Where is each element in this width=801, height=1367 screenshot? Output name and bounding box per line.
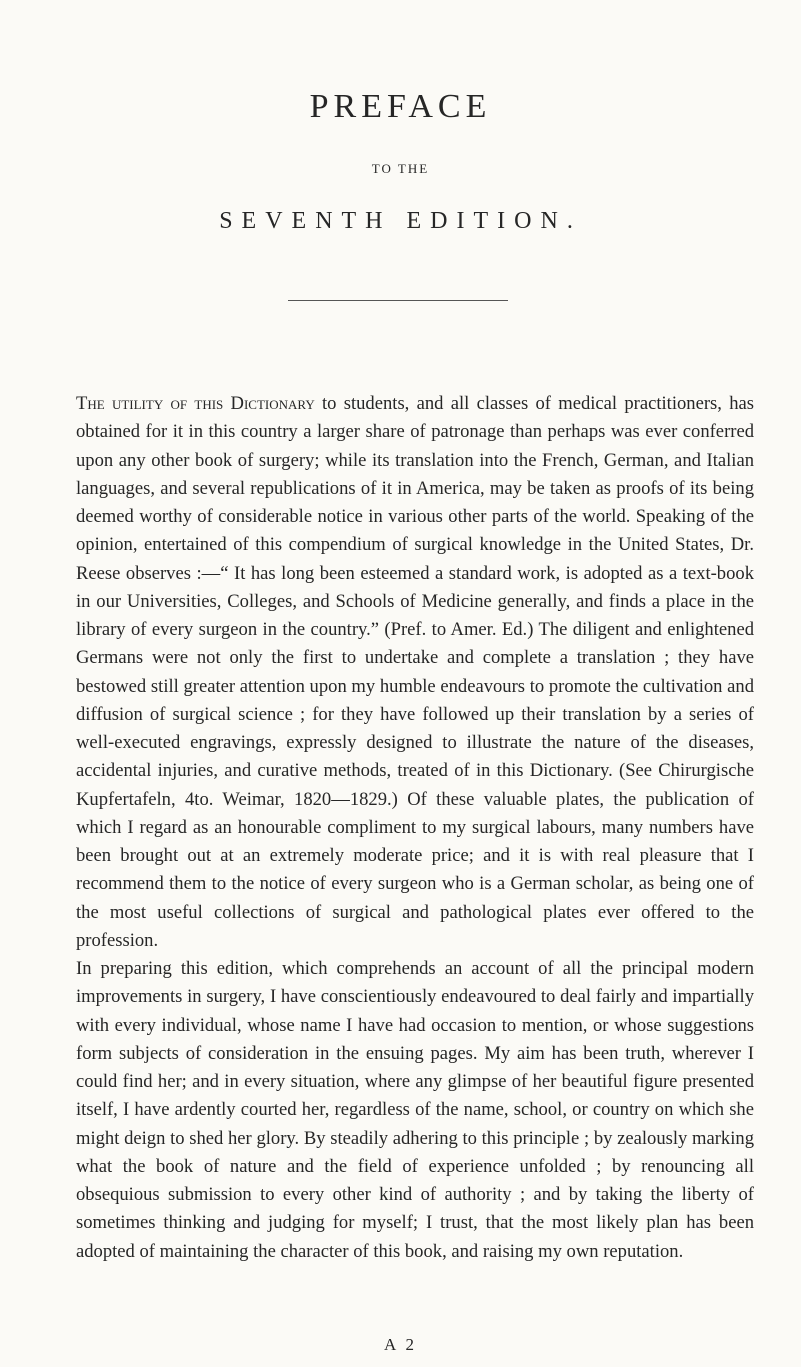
subtitle-to-the: TO THE — [371, 161, 430, 176]
paragraph-1 — [76, 390, 754, 955]
page-title: PREFACE — [309, 88, 492, 125]
divider-rule — [288, 300, 508, 301]
paragraph-2: In preparing this edition, which comprehends an account of all the principal modern improvements in surgery, I have conscientiously endeavoured to deal fairly and impartially with every individual, whose name I have had occasion to mention, or whose suggestions form subjects of consideration in the ensuing pages. My aim has been truth, wherever I could find her; and in every situation, where any glimpse of her beautiful figure presented itself, I have ardently courted her, regardless of the name, school, or country on which she might deign to shed her glory. By steadily adhering to this principle ; by zealously marking what the book of nature and the field of experience unfolded ; by renouncing all obsequious submission to every other kind of authority ; and by taking the liberty of sometimes thinking and judging for myself; I trust, that the most likely plan has been adopted of maintaining the character of this book, and raising my own reputation. — [76, 958, 754, 1262]
paragraph-1-text: to students, and all classes of medical practitioners, has obtained for it in this country a larger share of patronage than perhaps was ever conferred upon any other book of surgery; while its translation into the French, German, and Italian languages, and several republications of it in America, may be taken as proofs of its being deemed worthy of considerable notice in various other parts of the world. Speaking of the opinion, entertained of this compendium of surgical knowledge in the United States, Dr. Reese observes :—“ It has long been esteemed a standard work, is adopted as a text-book in our Universities, Colleges, and Schools of Medicine generally, and finds a place in the library of every surgeon in the country.” (Pref. to Amer. Ed.) The diligent and enlightened Germans were not only the first to undertake and complete a translation ; they have bestowed still greater attention upon my humble endeavours to promote the cultivation and diffusion of surgical science ; for they have followed up their translation by a series of well-executed engravings, expressly designed to illustrate the nature of the diseases, accidental injuries, and curative methods, treated of in this Dictionary. (See Chirurgische Kupfertafeln, 4to. Weimar, 1820—1829.) Of these valuable plates, the publication of which I regard as an honourable compliment to my surgical labours, many numbers have been brought out at an extremely moderate price; and it is with real pleasure that I recommend them to the notice of every surgeon who is a German scholar, as being one of the most useful collections of surgical and pathological plates ever offered to the profession. — [76, 393, 754, 951]
preface-body — [76, 390, 754, 1266]
paragraph-1-lead: The utility of this Dictionary — [76, 393, 315, 414]
subtitle-edition: SEVENTH EDITION. — [219, 208, 582, 234]
signature-mark: A 2 — [383, 1335, 418, 1354]
